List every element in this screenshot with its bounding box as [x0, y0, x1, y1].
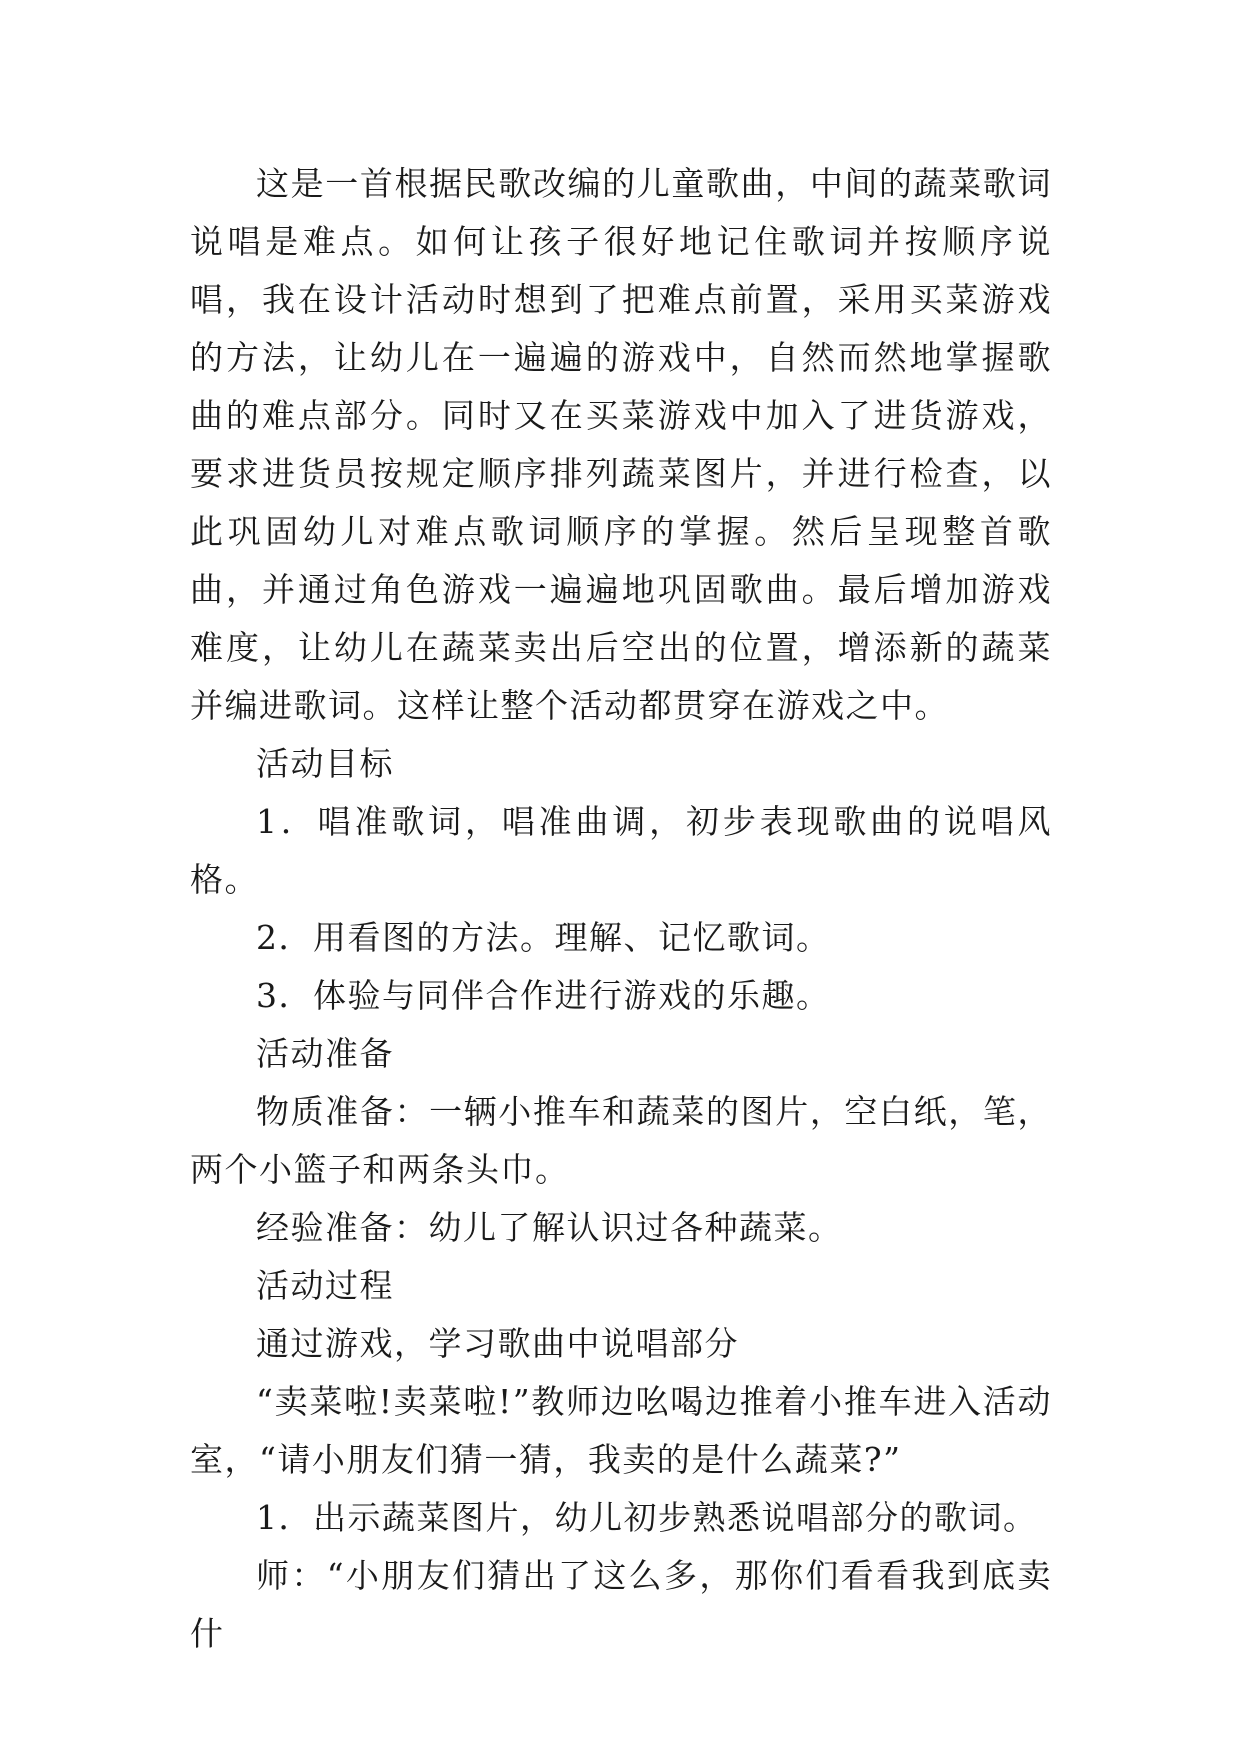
- material-preparation: 物质准备：一辆小推车和蔬菜的图片，空白纸，笔，两个小篮子和两条头巾。: [190, 1092, 1052, 1189]
- goal-item-1: 1．唱准歌词，唱准曲调，初步表现歌曲的说唱风格。: [190, 802, 1052, 899]
- section-heading-goals: 活动目标: [256, 744, 394, 783]
- document-body: [190, 155, 1052, 1663]
- section-heading-preparation: 活动准备: [256, 1034, 394, 1073]
- teacher-dialogue-1: “卖菜啦!卖菜啦!”教师边吆喝边推着小推车进入活动室，“请小朋友们猜一猜，我卖的是什么蔬菜?”: [190, 1382, 1052, 1479]
- experience-preparation: 经验准备：幼儿了解认识过各种蔬菜。: [256, 1208, 843, 1247]
- teacher-dialogue-2: 师：“小朋友们猜出了这么多，那你们看看我到底卖什: [190, 1556, 1052, 1653]
- goal-item-3: 3．体验与同伴合作进行游戏的乐趣。: [256, 976, 831, 1015]
- intro-paragraph: 这是一首根据民歌改编的儿童歌曲，中间的蔬菜歌词说唱是难点。如何让孩子很好地记住歌词并按顺序说唱，我在设计活动时想到了把难点前置，采用买菜游戏的方法，让幼儿在一遍遍的游戏中，自然而然地掌握歌曲的难点部分。同时又在买菜游戏中加入了进货游戏，要求进货员按规定顺序排列蔬菜图片，并进行检查，以此巩固幼儿对难点歌词顺序的掌握。然后呈现整首歌曲，并通过角色游戏一遍遍地巩固歌曲。最后增加游戏难度，让幼儿在蔬菜卖出后空出的位置，增添新的蔬菜并编进歌词。这样让整个活动都贯穿在游戏之中。: [190, 164, 1052, 725]
- goal-item-2: 2．用看图的方法。理解、记忆歌词。: [256, 918, 831, 957]
- section-heading-process: 活动过程: [256, 1266, 394, 1305]
- process-step-heading: 通过游戏，学习歌曲中说唱部分: [256, 1324, 739, 1363]
- process-step-1: 1．出示蔬菜图片，幼儿初步熟悉说唱部分的歌词。: [256, 1498, 1038, 1537]
